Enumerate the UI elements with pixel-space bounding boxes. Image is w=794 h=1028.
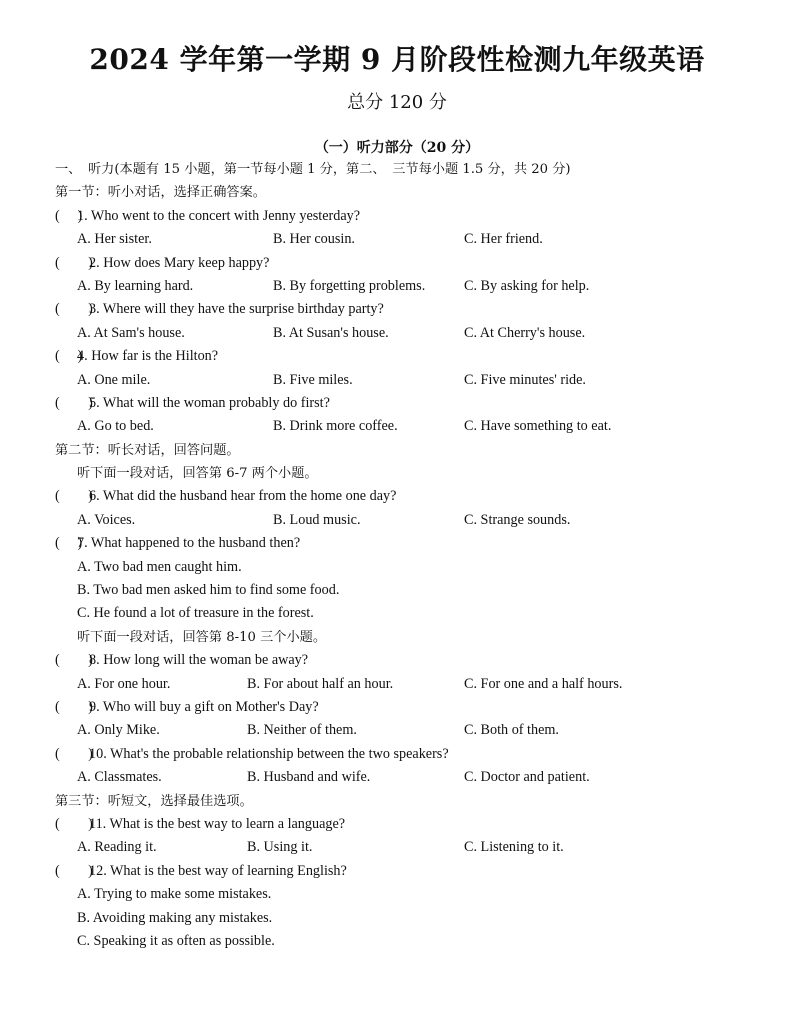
option-b: B. Neither of them.	[247, 722, 357, 739]
option-a: A. Voices.	[77, 511, 136, 528]
question-3	[55, 298, 755, 321]
question-5	[55, 392, 755, 415]
question-text: 7. What happened to the husband then?	[77, 535, 301, 552]
question-11-options	[55, 836, 755, 859]
question-2-options	[55, 275, 755, 298]
option-b: B. Using it.	[247, 839, 313, 856]
option-a: A. One mile.	[77, 371, 151, 388]
option-a: A. Only Mike.	[77, 722, 160, 739]
section1-heading: 第一节：听小对话，选择正确答案。	[55, 185, 266, 201]
question-6-options	[55, 509, 755, 532]
question-text: 10. What's the probable relationship between the two speakers?	[89, 745, 449, 762]
question-text: 8. How long will the woman be away?	[89, 652, 309, 669]
question-text: 3. Where will they have the surprise birthday party?	[89, 301, 384, 318]
answer-blank[interactable]: ( )	[55, 207, 83, 224]
part-heading: （一）听力部分（20 分）	[314, 140, 480, 156]
option-c: C. Strange sounds.	[464, 511, 571, 528]
question-2	[55, 252, 755, 275]
section-main-instructions: 一、 听力(本题有 15 小题，第一节每小题 1 分，第二、 三节每小题 1.5 分，共 20 分)	[55, 162, 571, 177]
question-11	[55, 813, 755, 836]
option-b: B. Drink more coffee.	[273, 418, 398, 435]
question-9	[55, 696, 755, 719]
answer-blank[interactable]: ( )	[55, 698, 93, 715]
exam-content	[55, 158, 755, 953]
option-c: C. Both of them.	[464, 722, 559, 739]
question-1	[55, 205, 755, 228]
answer-blank[interactable]: ( )	[55, 862, 93, 879]
question-text: 4. How far is the Hilton?	[77, 348, 219, 365]
page-title: 2024 学年第一学期 9 月阶段性检测九年级英语	[89, 43, 705, 76]
option-b: B. Two bad men asked him to find some food.	[77, 582, 340, 599]
answer-blank[interactable]: ( )	[55, 652, 93, 669]
answer-blank[interactable]: ( )	[55, 488, 93, 505]
question-7	[55, 532, 755, 555]
option-a: A. For one hour.	[77, 675, 171, 692]
question-1-options	[55, 228, 755, 251]
option-b: B. Avoiding making any mistakes.	[77, 909, 273, 926]
option-a: A. Classmates.	[77, 769, 162, 786]
total-score: 总分 120 分	[347, 92, 447, 113]
question-text: 5. What will the woman probably do first?	[89, 394, 330, 411]
question-8	[55, 649, 755, 672]
option-b: B. Five miles.	[273, 371, 353, 388]
question-8-options	[55, 673, 755, 696]
answer-blank[interactable]: ( )	[55, 394, 93, 411]
option-a: A. Trying to make some mistakes.	[77, 886, 272, 903]
option-c: C. At Cherry's house.	[464, 324, 586, 341]
option-a: A. Her sister.	[77, 231, 152, 248]
question-text: 12. What is the best way of learning English?	[89, 862, 347, 879]
question-text: 2. How does Mary keep happy?	[89, 254, 270, 271]
option-c: C. He found a lot of treasure in the forest.	[77, 605, 314, 622]
question-text: 11. What is the best way to learn a language?	[89, 815, 346, 832]
question-12	[55, 860, 755, 883]
option-c: C. By asking for help.	[464, 277, 590, 294]
answer-blank[interactable]: ( )	[55, 301, 93, 318]
question-text: 9. Who will buy a gift on Mother's Day?	[89, 698, 319, 715]
question-4-options	[55, 369, 755, 392]
option-a: A. By learning hard.	[77, 277, 194, 294]
question-5-options	[55, 415, 755, 438]
question-10-options	[55, 766, 755, 789]
option-b: B. Her cousin.	[273, 231, 355, 248]
option-c: C. Her friend.	[464, 231, 543, 248]
option-a: A. Two bad men caught him.	[77, 558, 242, 575]
question-3-options	[55, 322, 755, 345]
section2-heading: 第二节：听长对话，回答问题。	[55, 442, 240, 458]
option-a: A. Reading it.	[77, 839, 157, 856]
section3-heading: 第三节：听短文，选择最佳选项。	[55, 793, 253, 809]
dialogue-intro-8-10: 听下面一段对话，回答第 8-10 三个小题。	[77, 629, 327, 645]
option-b: B. For about half an hour.	[247, 675, 394, 692]
option-b: B. At Susan's house.	[273, 324, 389, 341]
dialogue-intro-6-7: 听下面一段对话，回答第 6-7 两个小题。	[77, 466, 318, 482]
answer-blank[interactable]: ( )	[55, 254, 93, 271]
option-c: C. Five minutes' ride.	[464, 371, 586, 388]
answer-blank[interactable]: ( )	[55, 745, 93, 762]
option-c: C. Doctor and patient.	[464, 769, 590, 786]
option-b: B. Husband and wife.	[247, 769, 371, 786]
question-6	[55, 485, 755, 508]
question-10	[55, 743, 755, 766]
option-a: A. At Sam's house.	[77, 324, 185, 341]
question-4	[55, 345, 755, 368]
option-c: C. Have something to eat.	[464, 418, 612, 435]
question-text: 1. Who went to the concert with Jenny yesterday?	[77, 207, 361, 224]
answer-blank[interactable]: ( )	[55, 815, 93, 832]
option-a: A. Go to bed.	[77, 418, 154, 435]
question-9-options	[55, 719, 755, 742]
option-c: C. Speaking it as often as possible.	[77, 932, 275, 949]
question-text: 6. What did the husband hear from the home one day?	[89, 488, 397, 505]
option-b: B. By forgetting problems.	[273, 277, 426, 294]
option-c: C. For one and a half hours.	[464, 675, 623, 692]
answer-blank[interactable]: ( )	[55, 535, 83, 552]
option-b: B. Loud music.	[273, 511, 361, 528]
option-c: C. Listening to it.	[464, 839, 564, 856]
answer-blank[interactable]: ( )	[55, 348, 83, 365]
